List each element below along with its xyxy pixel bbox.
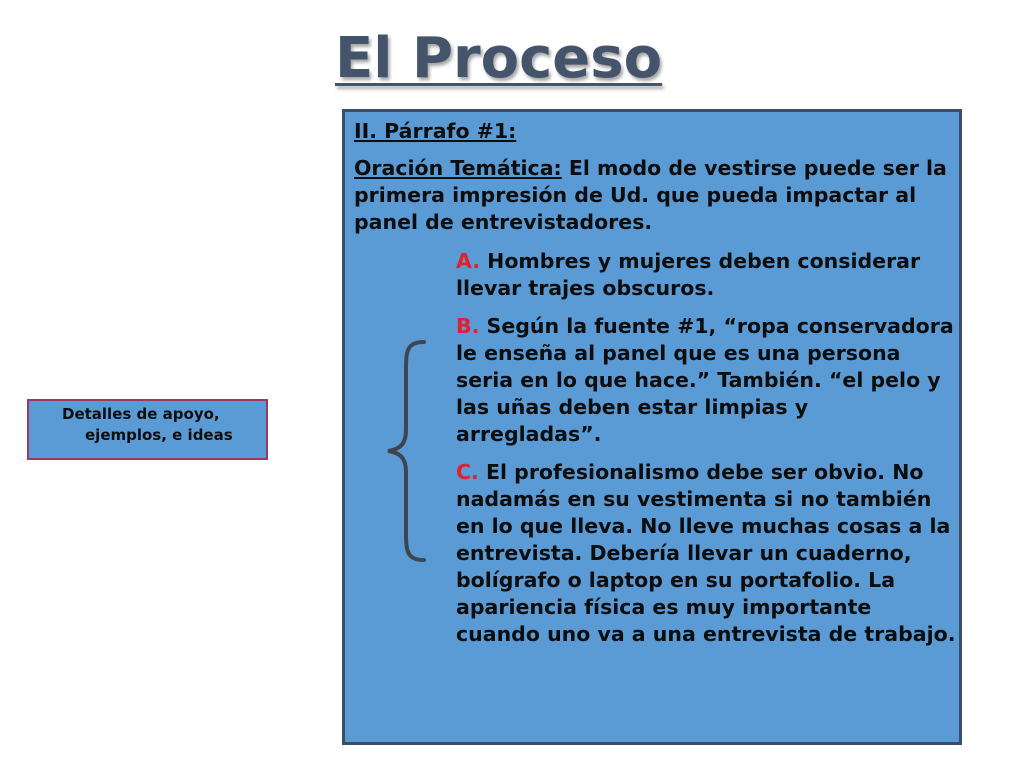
topic-text: El modo de vestirse puede ser la primera impresión de Ud. que pueda impactar al panel de entrevistadores.: [354, 156, 947, 234]
supporting-item-b: [456, 313, 956, 448]
curly-brace-icon: [382, 338, 428, 564]
topic-sentence: [354, 155, 954, 236]
side-note-line-1: Detalles de apoyo,: [62, 405, 220, 423]
supporting-item-a: [456, 248, 956, 302]
item-letter: A.: [456, 249, 481, 273]
item-text: El profesionalismo debe ser obvio. No nadamás en su vestimenta si no también en lo que lleva. No lleve muchas cosas a la entrevista. Debería llevar un cuaderno, bolígrafo o laptop en su portafolio. La apariencia física es muy importante cuando uno va a una entrevista de trabajo.: [456, 460, 956, 646]
topic-label: Oración Temática:: [354, 156, 562, 180]
slide-title: El Proceso: [335, 26, 663, 91]
section-heading: II. Párrafo #1:: [354, 119, 517, 143]
item-text: Según la fuente #1, “ropa conservadora le enseña al panel que es una persona seria en lo que hace.” También. “el pelo y las uñas deben estar limpias y arregladas”.: [456, 314, 954, 446]
paragraph-outline-content: [354, 118, 954, 659]
item-letter: C.: [456, 460, 479, 484]
item-text: Hombres y mujeres deben considerar llevar trajes obscuros.: [456, 249, 921, 300]
side-note-box: [27, 399, 268, 460]
side-note-line-2: ejemplos, e ideas: [85, 426, 233, 444]
item-letter: B.: [456, 314, 480, 338]
supporting-item-c: [456, 459, 956, 648]
